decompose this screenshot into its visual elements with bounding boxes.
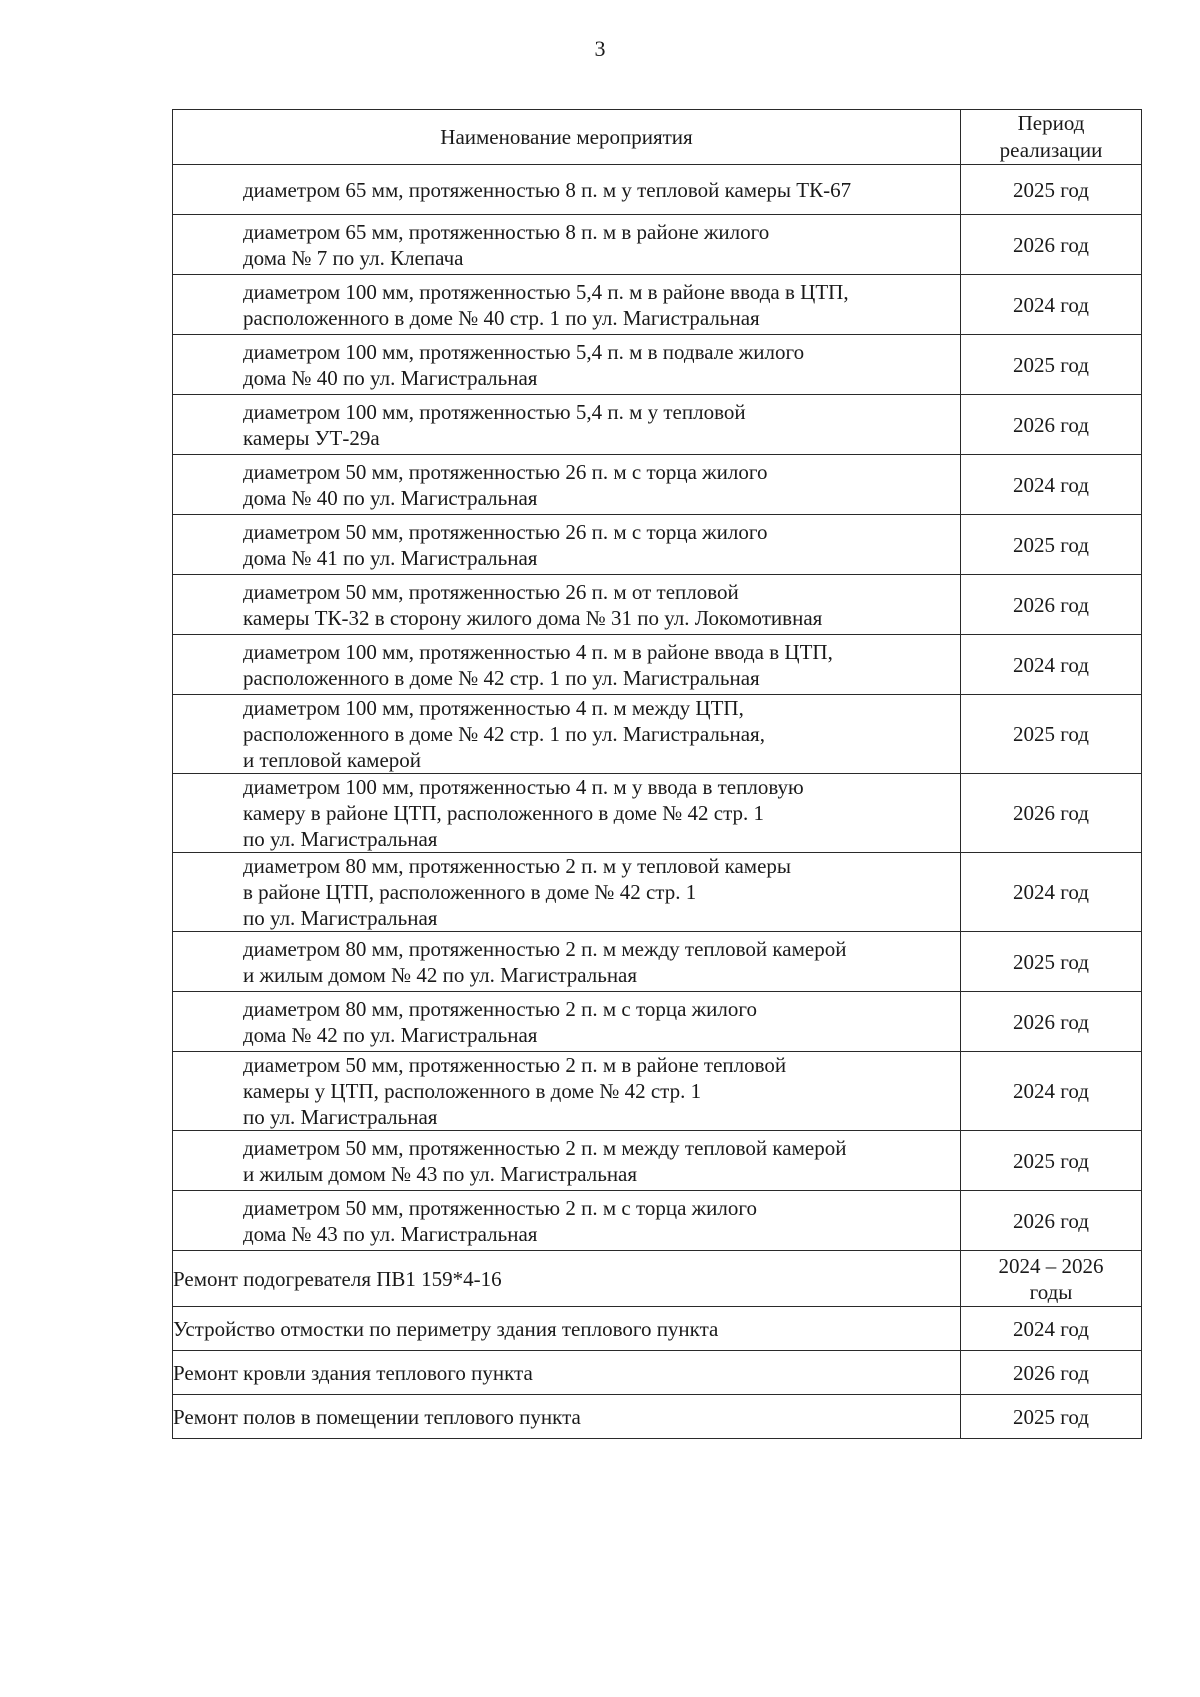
table-row — [173, 635, 1142, 695]
measure-name: диаметром 80 мм, протяженностью 2 п. м у тепловой камеры в районе ЦТП, расположенного в доме № 42 стр. 1 по ул. Магистральная — [243, 854, 792, 930]
period-cell — [961, 1251, 1142, 1307]
table-row — [173, 1131, 1142, 1191]
period-cell — [961, 932, 1142, 992]
period-cell — [961, 215, 1142, 275]
measure-name: Ремонт кровли здания теплового пункта — [173, 1360, 533, 1385]
period-cell — [961, 275, 1142, 335]
period-value: 2024 год — [1013, 880, 1089, 904]
period-cell — [961, 992, 1142, 1052]
measure-name-cell — [173, 335, 961, 395]
table-row — [173, 1052, 1142, 1131]
measure-name-cell — [173, 992, 961, 1052]
measure-name-cell — [173, 1191, 961, 1251]
measure-name: диаметром 100 мм, протяженностью 5,4 п. м в подвале жилого дома № 40 по ул. Магистральная — [243, 339, 805, 390]
period-cell — [961, 1351, 1142, 1395]
measure-name-cell — [173, 515, 961, 575]
period-value: 2026 год — [1013, 1208, 1089, 1233]
period-value: 2025 год — [1013, 177, 1089, 202]
period-cell — [961, 695, 1142, 774]
measure-name-cell — [173, 1395, 961, 1439]
period-cell — [961, 774, 1142, 853]
measure-name: диаметром 100 мм, протяженностью 4 п. м между ЦТП, расположенного в доме № 42 стр. 1 по ул. Магистральная, и тепловой камерой — [243, 696, 765, 772]
table-row — [173, 165, 1142, 215]
measure-name-cell — [173, 275, 961, 335]
table-row — [173, 992, 1142, 1052]
table-row — [173, 1307, 1142, 1351]
measure-name-cell — [173, 1307, 961, 1351]
period-value: 2026 год — [1013, 232, 1089, 257]
period-value: 2024 год — [1013, 1316, 1089, 1341]
table-row — [173, 275, 1142, 335]
period-value: 2024 год — [1013, 292, 1089, 317]
measure-name: диаметром 80 мм, протяженностью 2 п. м между тепловой камерой и жилым домом № 42 по ул. Магистральная — [243, 936, 847, 987]
period-cell — [961, 1395, 1142, 1439]
table-row — [173, 853, 1142, 932]
column-header-name: Наименование мероприятия — [173, 110, 961, 165]
table-row — [173, 932, 1142, 992]
period-value: 2024 – 2026 годы — [998, 1253, 1104, 1304]
period-cell — [961, 335, 1142, 395]
measures-table — [172, 109, 1142, 1439]
period-value: 2026 год — [1013, 1360, 1089, 1385]
column-header-period: Период реализации — [961, 110, 1142, 165]
period-value: 2024 год — [1013, 472, 1089, 497]
period-value: 2024 год — [1013, 1079, 1089, 1103]
table-row — [173, 1351, 1142, 1395]
measure-name: диаметром 100 мм, протяженностью 5,4 п. м у тепловой камеры УТ-29а — [243, 399, 746, 450]
table-row — [173, 1395, 1142, 1439]
period-value: 2024 год — [1013, 652, 1089, 677]
period-value: 2025 год — [1013, 352, 1089, 377]
measure-name: диаметром 65 мм, протяженностью 8 п. м у тепловой камеры ТК-67 — [243, 177, 852, 202]
measure-name: диаметром 50 мм, протяженностью 2 п. м между тепловой камерой и жилым домом № 43 по ул. Магистральная — [243, 1135, 847, 1186]
measure-name-cell — [173, 395, 961, 455]
measure-name-cell — [173, 695, 961, 774]
table-row — [173, 455, 1142, 515]
period-value: 2025 год — [1013, 1404, 1089, 1429]
measure-name: диаметром 50 мм, протяженностью 2 п. м в районе тепловой камеры у ЦТП, расположенного в доме № 42 стр. 1 по ул. Магистральная — [243, 1053, 787, 1129]
measure-name: диаметром 100 мм, протяженностью 5,4 п. м в районе ввода в ЦТП, расположенного в доме № 40 стр. 1 по ул. Магистральная — [243, 279, 849, 330]
period-value: 2026 год — [1013, 412, 1089, 437]
measure-name: Устройство отмостки по периметру здания теплового пункта — [173, 1316, 719, 1341]
measure-name-cell — [173, 1131, 961, 1191]
period-cell — [961, 455, 1142, 515]
measure-name-cell — [173, 1052, 961, 1131]
period-value: 2025 год — [1013, 949, 1089, 974]
measure-name-cell — [173, 1251, 961, 1307]
table-row — [173, 335, 1142, 395]
measure-name-cell — [173, 455, 961, 515]
table-row — [173, 395, 1142, 455]
measure-name-cell — [173, 635, 961, 695]
period-cell — [961, 1131, 1142, 1191]
page-number: 3 — [594, 36, 606, 61]
period-cell — [961, 635, 1142, 695]
period-value: 2026 год — [1013, 592, 1089, 617]
table-row — [173, 695, 1142, 774]
table-row — [173, 774, 1142, 853]
measure-name: диаметром 50 мм, протяженностью 26 п. м с торца жилого дома № 41 по ул. Магистральная — [243, 519, 768, 570]
measure-name: диаметром 100 мм, протяженностью 4 п. м в районе ввода в ЦТП, расположенного в доме № 42 стр. 1 по ул. Магистральная — [243, 639, 833, 690]
period-value: 2025 год — [1013, 532, 1089, 557]
table-row — [173, 1191, 1142, 1251]
period-cell — [961, 1307, 1142, 1351]
table-header-row — [173, 110, 1142, 165]
period-cell — [961, 515, 1142, 575]
period-cell — [961, 165, 1142, 215]
period-cell — [961, 853, 1142, 932]
measure-name-cell — [173, 165, 961, 215]
measure-name: Ремонт полов в помещении теплового пункта — [173, 1404, 581, 1429]
table-body — [173, 165, 1142, 1439]
measure-name: Ремонт подогревателя ПВ1 159*4-16 — [173, 1266, 502, 1291]
period-cell — [961, 395, 1142, 455]
measure-name: диаметром 100 мм, протяженностью 4 п. м у ввода в тепловую камеру в районе ЦТП, расположенного в доме № 42 стр. 1 по ул. Магистральная — [243, 775, 804, 851]
measure-name: диаметром 50 мм, протяженностью 26 п. м от тепловой камеры ТК-32 в сторону жилого дома № 31 по ул. Локомотивная — [243, 579, 823, 630]
measure-name-cell — [173, 853, 961, 932]
table-row — [173, 515, 1142, 575]
period-cell — [961, 1052, 1142, 1131]
period-cell — [961, 575, 1142, 635]
measure-name-cell — [173, 774, 961, 853]
table-row — [173, 1251, 1142, 1307]
measure-name: диаметром 80 мм, протяженностью 2 п. м с торца жилого дома № 42 по ул. Магистральная — [243, 996, 757, 1047]
period-value: 2025 год — [1013, 722, 1089, 746]
measure-name-cell — [173, 575, 961, 635]
measure-name: диаметром 50 мм, протяженностью 2 п. м с торца жилого дома № 43 по ул. Магистральная — [243, 1195, 757, 1246]
measure-name-cell — [173, 932, 961, 992]
period-value: 2025 год — [1013, 1148, 1089, 1173]
measure-name-cell — [173, 215, 961, 275]
table-row — [173, 215, 1142, 275]
measure-name: диаметром 65 мм, протяженностью 8 п. м в районе жилого дома № 7 по ул. Клепача — [243, 219, 770, 270]
period-value: 2026 год — [1013, 801, 1089, 825]
period-value: 2026 год — [1013, 1009, 1089, 1034]
period-cell — [961, 1191, 1142, 1251]
measure-name-cell — [173, 1351, 961, 1395]
table-row — [173, 575, 1142, 635]
measure-name: диаметром 50 мм, протяженностью 26 п. м с торца жилого дома № 40 по ул. Магистральная — [243, 459, 768, 510]
